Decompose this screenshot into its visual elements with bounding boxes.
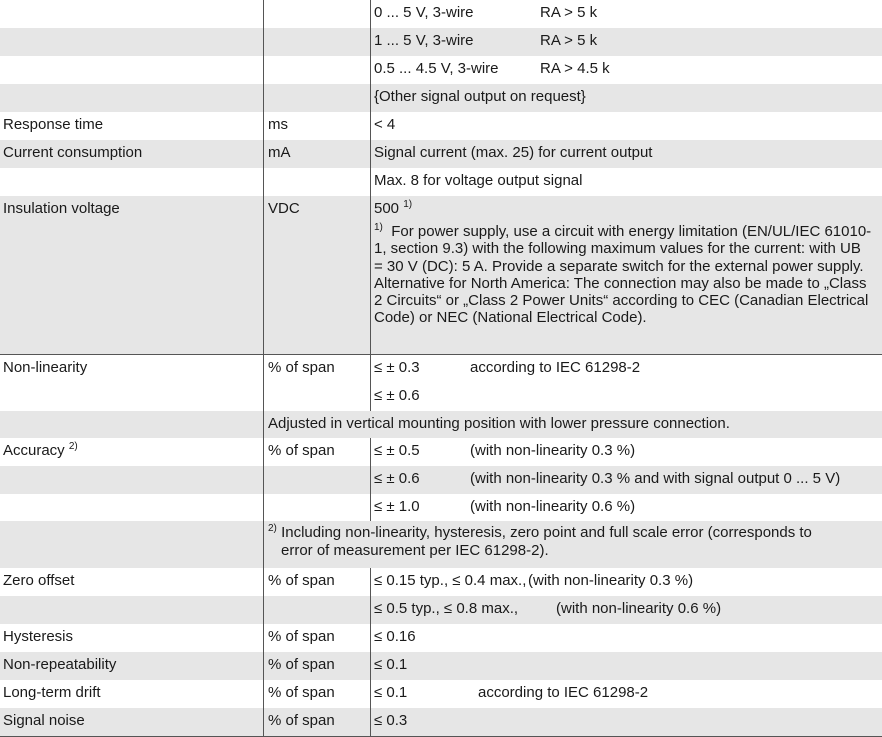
table-row	[0, 494, 882, 521]
row-unit: % of span	[263, 680, 370, 708]
footnote-row	[0, 220, 882, 354]
row-value: Max. 8 for voltage output signal	[370, 168, 882, 196]
value: 0.5 ... 4.5 V, 3-wire	[374, 60, 499, 77]
table-row	[0, 596, 882, 624]
row-unit: % of span	[263, 652, 370, 680]
extra: (with non-linearity 0.6 %)	[556, 600, 722, 617]
value: ≤ ± 0.6	[374, 470, 420, 487]
row-label: Long-term drift	[3, 684, 101, 701]
row-value: ≤ 0.1	[370, 652, 882, 680]
footnote-marker: 1)	[374, 222, 383, 233]
row-label: Insulation voltage	[3, 200, 120, 217]
row-label: Zero offset	[3, 572, 75, 589]
table-row	[0, 168, 882, 196]
footnote-ref: 2)	[68, 441, 78, 452]
extra: according to IEC 61298-2	[478, 684, 649, 701]
table-row	[0, 383, 882, 411]
row-unit: mA	[263, 140, 370, 168]
value: ≤ 0.1	[374, 684, 408, 701]
row-label: Accuracy	[3, 442, 65, 459]
value: ≤ 0.15 typ., ≤ 0.4 max.,	[374, 572, 527, 589]
footnote-row	[0, 521, 882, 568]
table-row	[0, 112, 882, 140]
value: 0 ... 5 V, 3-wire	[374, 4, 474, 21]
extra: RA > 5 k	[540, 32, 598, 49]
row-note: Adjusted in vertical mounting position with lower pressure connection.	[263, 411, 882, 438]
extra: (with non-linearity 0.3 %)	[528, 572, 694, 589]
row-value: ≤ 0.3	[370, 708, 882, 736]
value: 1 ... 5 V, 3-wire	[374, 32, 474, 49]
extra: RA > 4.5 k	[540, 60, 610, 77]
row-label: Non-repeatability	[3, 656, 117, 673]
table-row	[0, 84, 882, 112]
footnote-marker: 2)	[268, 523, 277, 534]
row-unit: ms	[263, 112, 370, 140]
table-row	[0, 0, 882, 28]
value: ≤ ± 0.3	[374, 359, 420, 376]
table-row	[0, 680, 882, 708]
row-value: 500	[374, 200, 400, 217]
row-unit: % of span	[263, 568, 370, 596]
row-label: Non-linearity	[3, 359, 88, 376]
table-row	[0, 438, 882, 466]
row-unit: VDC	[263, 196, 370, 220]
extra: RA > 5 k	[540, 4, 598, 21]
row-unit: % of span	[263, 355, 370, 383]
row-value: < 4	[370, 112, 882, 140]
row-value: ≤ ± 0.6	[370, 383, 882, 411]
table-row	[0, 140, 882, 168]
row-label: Current consumption	[3, 144, 143, 161]
row-label: Hysteresis	[3, 628, 74, 645]
row-label: Response time	[3, 116, 104, 133]
row-unit: % of span	[263, 438, 370, 466]
extra: (with non-linearity 0.3 %)	[470, 442, 636, 459]
footnote-text: $^{2)}$ Including non-linearity, hysteresis, zero point and full scale error (corresponds to error of measurement per IEC 61298-2).	[263, 521, 882, 568]
value: {Other signal output on request}	[374, 88, 586, 105]
extra: according to IEC 61298-2	[470, 359, 641, 376]
row-unit: % of span	[263, 624, 370, 652]
extra: (with non-linearity 0.3 % and with signal output 0 ... 5 V)	[470, 470, 841, 487]
extra: (with non-linearity 0.6 %)	[470, 498, 636, 515]
row-value: ≤ 0.16	[370, 624, 882, 652]
table-row	[0, 411, 882, 438]
table-row	[0, 708, 882, 737]
row-value: Signal current (max. 25) for current output	[370, 140, 882, 168]
row-label: Signal noise	[3, 712, 85, 729]
table-row	[0, 568, 882, 596]
table-row	[0, 56, 882, 84]
row-unit: % of span	[263, 708, 370, 736]
value: ≤ 0.5 typ., ≤ 0.8 max.,	[374, 600, 519, 617]
table-row	[0, 624, 882, 652]
value: ≤ ± 0.5	[374, 442, 420, 459]
footnote-text: $^{1)}$ For power supply, use a circuit with energy limitation (EN/UL/IEC 61010-1, section 9.3) with the following maximum values for the current: with UB = 30 V (DC): 5 A. Provide a separate switch for the external power supply. Alternative for North America: The connection may also be made to „Class 2 Circuits“ or „Class 2 Power Units“ according to CEC (Canadian Electrical Code) or NEC (National Electrical Code).	[370, 220, 882, 354]
footnote-ref: 1)	[403, 199, 413, 210]
table-row	[0, 28, 882, 56]
table-row	[0, 196, 882, 220]
table-row	[0, 652, 882, 680]
value: ≤ ± 1.0	[374, 498, 420, 515]
table-row	[0, 466, 882, 494]
table-row	[0, 354, 882, 383]
